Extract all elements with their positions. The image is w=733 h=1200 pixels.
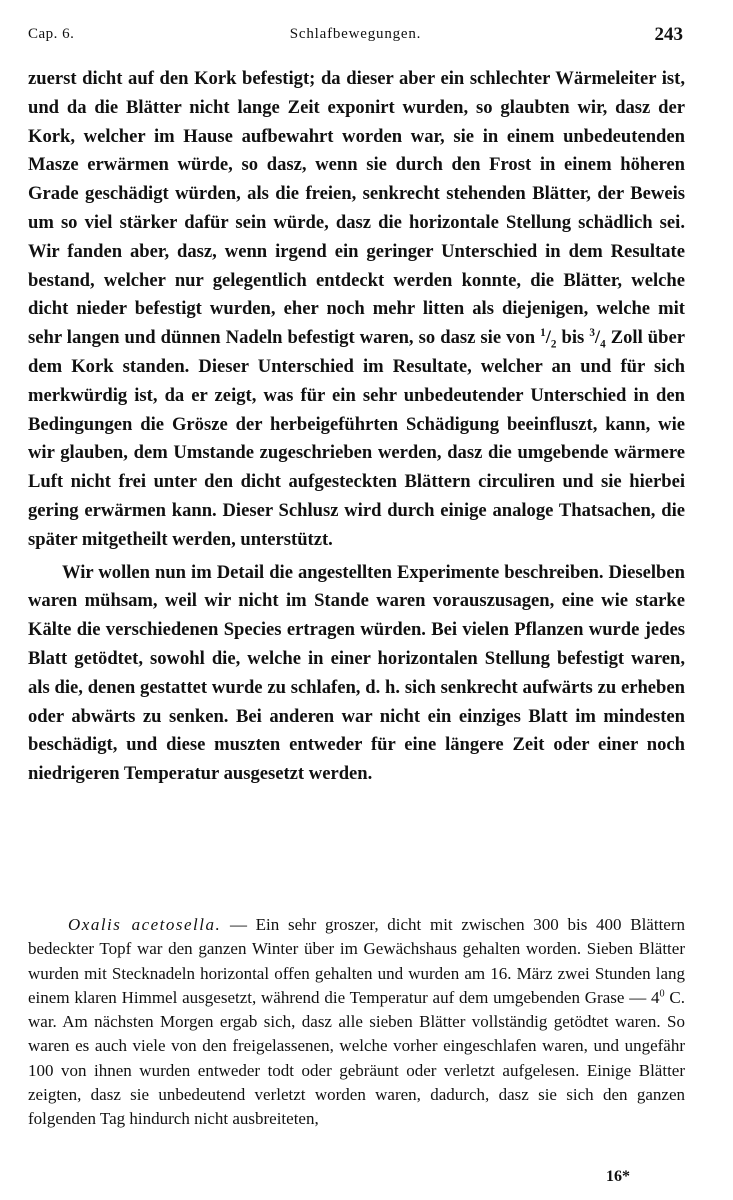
page-number: 243 [654,24,683,45]
species-note-paragraph [28,913,685,1132]
species-note [28,913,685,1132]
degree-sign: 0 [659,988,665,1000]
signature-mark: 16* [606,1168,630,1185]
main-text [28,65,685,789]
chapter-label: Cap. 6. [28,26,75,42]
degree-value: 4 [651,987,660,1007]
species-name: Oxalis acetosella. [68,915,222,934]
running-head [28,22,683,48]
fraction-three-quarters: $^3/_4$ [589,326,606,351]
fraction-conjunction: bis [561,327,585,349]
paragraph-1-continuation: Zoll über dem Kork standen. Dieser Unterschied im Resultate, welcher an und für sich merkwürdig ist, da er zeigt, was für ein sehr unbedeutender Unterschied in den Bedingungen die Grösze der herbeigeführten Schädigung beeinfluszt, kann, wie wir glauben, dem Umstande zugeschrieben werden, dasz die umgebende wärmere Luft nicht frei unter den dicht aufgesteckten Blättern circuliren und sie hierbei gering erwärmen kann. Dieser Schlusz wird durch einige analoge Thatsachen, die später mitgetheilt werden, unterstützt. [28,327,685,550]
running-title: Schlafbewegungen. [289,26,422,42]
paragraph-1-text: zuerst dicht auf den Kork befestigt; da dieser aber ein schlechter Wärmeleiter ist, und da die Blätter nicht lange Zeit exponirt wurden, so glaubten wir, dasz der Kork, welcher im Hause aufbewahrt worden war, sie in einem unbedeutenden Masze erwärmen würde, so dasz, wenn sie durch den Frost in einem höheren Grade geschädigt würden, als die freien, senkrecht stehenden Blätter, der Beweis um so viel stärker dafür sein würde, dasz die horizontale Stellung schädlich sei. Wir fanden aber, dasz, wenn irgend ein geringer Unterschied in dem Resultate bestand, welcher nur gelegentlich entdeckt werden konnte, die Blätter, welche dicht nieder befestigt wurden, eher noch mehr litten als diejenigen, welche mit sehr langen und dünnen Nadeln befestigt waren, so dasz sie von [28,68,685,349]
fraction-half: $^1/_2$ [540,326,557,351]
paragraph-2: Wir wollen nun im Detail die angestellten Experimente beschreiben. Dieselben waren mühsam, weil wir nicht im Stande waren vorauszusagen, eine wie starke Kälte die verschiedenen Species ertragen würden. Bei vielen Pflanzen wurde jedes Blatt getödtet, sowohl die, welche in einer horizontalen Stellung befestigt waren, als die, denen gestattet wurde zu schlafen, d. h. sich senkrecht aufwärts zu erheben oder abwärts zu senken. Bei anderen war nicht ein einziges Blatt im mindesten beschädigt, und diese muszten entweder für eine längere Zeit oder einer noch niedrigeren Temperatur ausgesetzt werden. [28,561,685,785]
note-text-before-degree: — Ein sehr groszer, dicht mit zwischen 300 bis 400 Blättern bedeckter Topf war den ganzen Winter über im Gewächshaus gehalten worden. Sieben Blätter wurden mit Stecknadeln horizontal offen gehalten und wurden am 16. März zwei Stunden lang einem klaren Himmel ausgesetzt, während die Temperatur auf dem umgebenden Grase — [28,915,686,1007]
note-text-after-degree: C. war. Am nächsten Morgen ergab sich, dasz alle sieben Blätter vollständig getödtet waren. So waren es auch viele von den freigelassenen, welche vorher eingeschlafen waren, und ungefähr 100 von ihnen wurden entweder todt oder gebräunt oder verletzt aufgelesen. Einige Blätter zeigten, dasz sie unbedeutend verletzt worden waren, dadurch, dasz sie sich den ganzen folgenden Tag hindurch nicht ausbreiteten, [28,987,686,1129]
paragraph-1 [28,65,685,555]
